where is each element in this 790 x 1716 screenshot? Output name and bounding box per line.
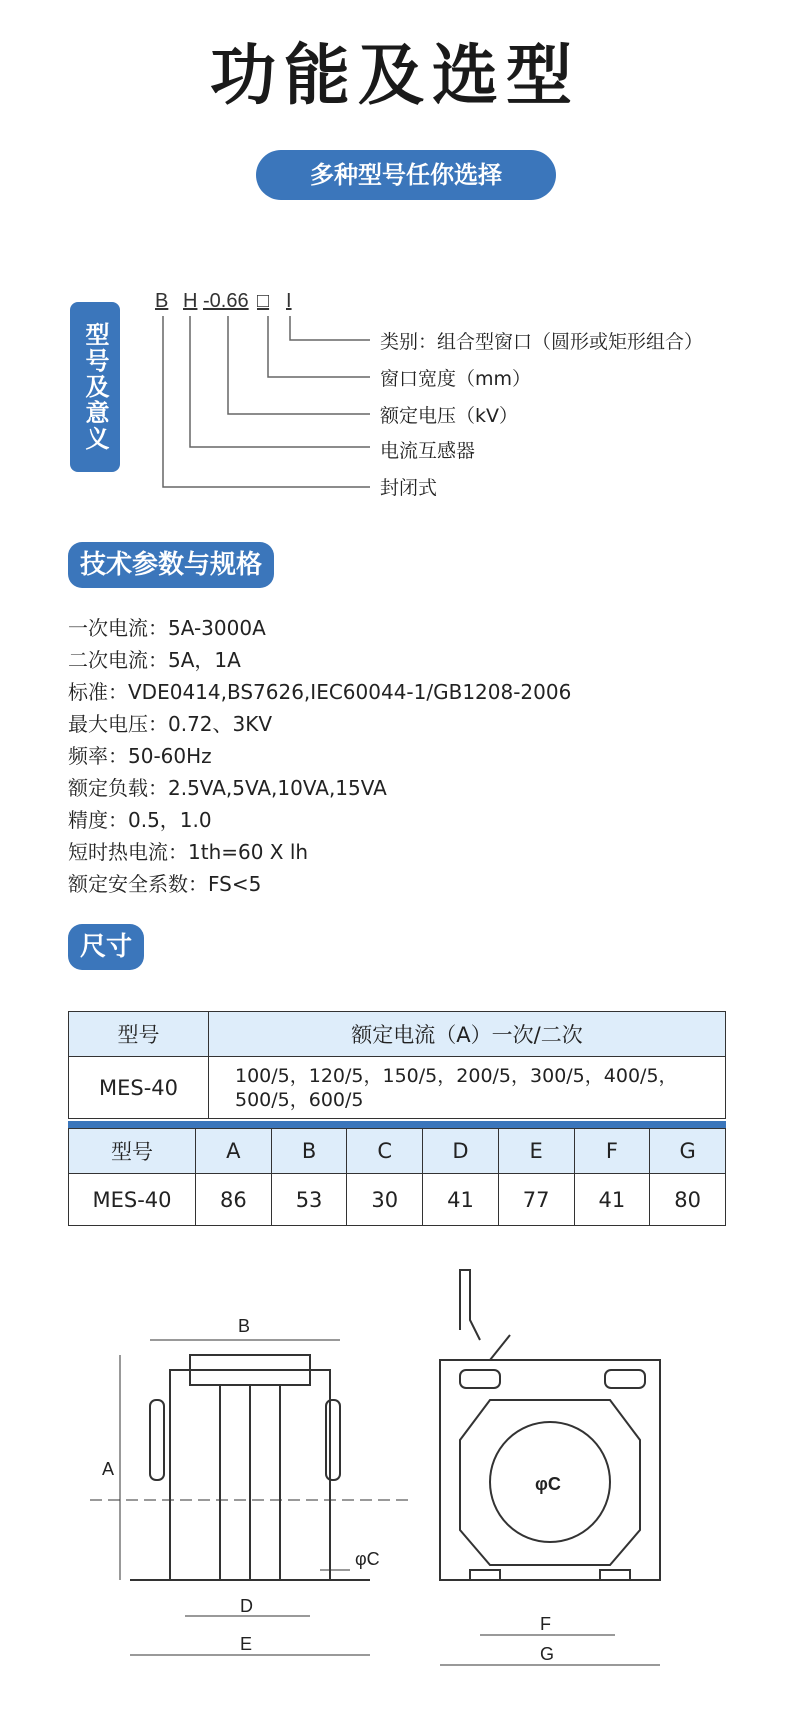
dim-label-e: E (240, 1634, 253, 1654)
spec-item: 最大电压：0.72、3KV (68, 712, 273, 736)
th-dim: F (574, 1129, 650, 1174)
dim-label-window-c: φC (535, 1474, 561, 1494)
code-b: B (155, 290, 169, 312)
meaning-type: 类别：组合型窗口（圆形或矩形组合） (380, 331, 704, 353)
size-heading: 尺寸 (68, 924, 144, 970)
dim-label-g: G (540, 1644, 555, 1664)
meaning-ct: 电流互感器 (380, 440, 476, 462)
meaning-voltage: 额定电压（kV） (380, 405, 519, 427)
th-dim: D (423, 1129, 499, 1174)
dim-label-f: F (540, 1614, 551, 1634)
code-h: H (183, 290, 198, 312)
model-meaning-label: 型号及意义 (70, 302, 120, 472)
code-type: I (286, 290, 292, 312)
page-title: 功能及选型 (210, 37, 580, 114)
spec-item: 标准：VDE0414,BS7626,IEC60044-1/GB1208-2006 (68, 680, 572, 704)
dim-label-d: D (240, 1596, 253, 1616)
dim-label-b: B (238, 1316, 251, 1336)
spec-list (68, 612, 571, 900)
cell-dim: 41 (574, 1174, 650, 1226)
th-dim: C (347, 1129, 423, 1174)
dim-label-c: φC (355, 1549, 380, 1569)
th-model: 型号 (69, 1012, 209, 1057)
current-table (68, 1011, 726, 1119)
code-voltage: -0.66 (203, 290, 249, 312)
spec-item: 额定安全系数：FS<5 (68, 872, 262, 896)
cell-dim: 30 (347, 1174, 423, 1226)
cell-dim: 53 (271, 1174, 347, 1226)
dim-label-a: A (102, 1459, 115, 1479)
subtitle-badge: 多种型号任你选择 (256, 150, 556, 200)
spec-item: 频率：50-60Hz (68, 744, 212, 768)
dimension-drawing (90, 1260, 750, 1710)
cell-dim: 41 (423, 1174, 499, 1226)
th-dim: 型号 (69, 1129, 196, 1174)
cell-dim: 77 (498, 1174, 574, 1226)
spec-item: 精度：0.5，1.0 (68, 808, 212, 832)
spec-heading: 技术参数与规格 (68, 542, 274, 588)
spec-item: 二次电流：5A，1A (68, 648, 241, 672)
cell-dim: MES-40 (69, 1174, 196, 1226)
th-dim: B (271, 1129, 347, 1174)
dimension-table (68, 1128, 726, 1226)
th-dim: A (196, 1129, 272, 1174)
code-window: □ (257, 290, 270, 312)
spec-item: 一次电流：5A-3000A (68, 616, 266, 640)
cell-dim: 86 (196, 1174, 272, 1226)
meaning-closed: 封闭式 (380, 477, 438, 499)
cell-dim: 80 (650, 1174, 726, 1226)
spec-item: 额定负载：2.5VA,5VA,10VA,15VA (68, 776, 387, 800)
spec-item: 短时热电流：1th=60 X lh (68, 840, 309, 864)
cell-currents: 100/5，120/5，150/5，200/5，300/5，400/5，500/5，600/5 (209, 1057, 726, 1119)
th-dim: E (498, 1129, 574, 1174)
meaning-window-width: 窗口宽度（mm） (380, 368, 532, 390)
table-separator (68, 1121, 726, 1128)
th-dim: G (650, 1129, 726, 1174)
th-current: 额定电流（A）一次/二次 (209, 1012, 726, 1057)
cell-model: MES-40 (69, 1057, 209, 1119)
